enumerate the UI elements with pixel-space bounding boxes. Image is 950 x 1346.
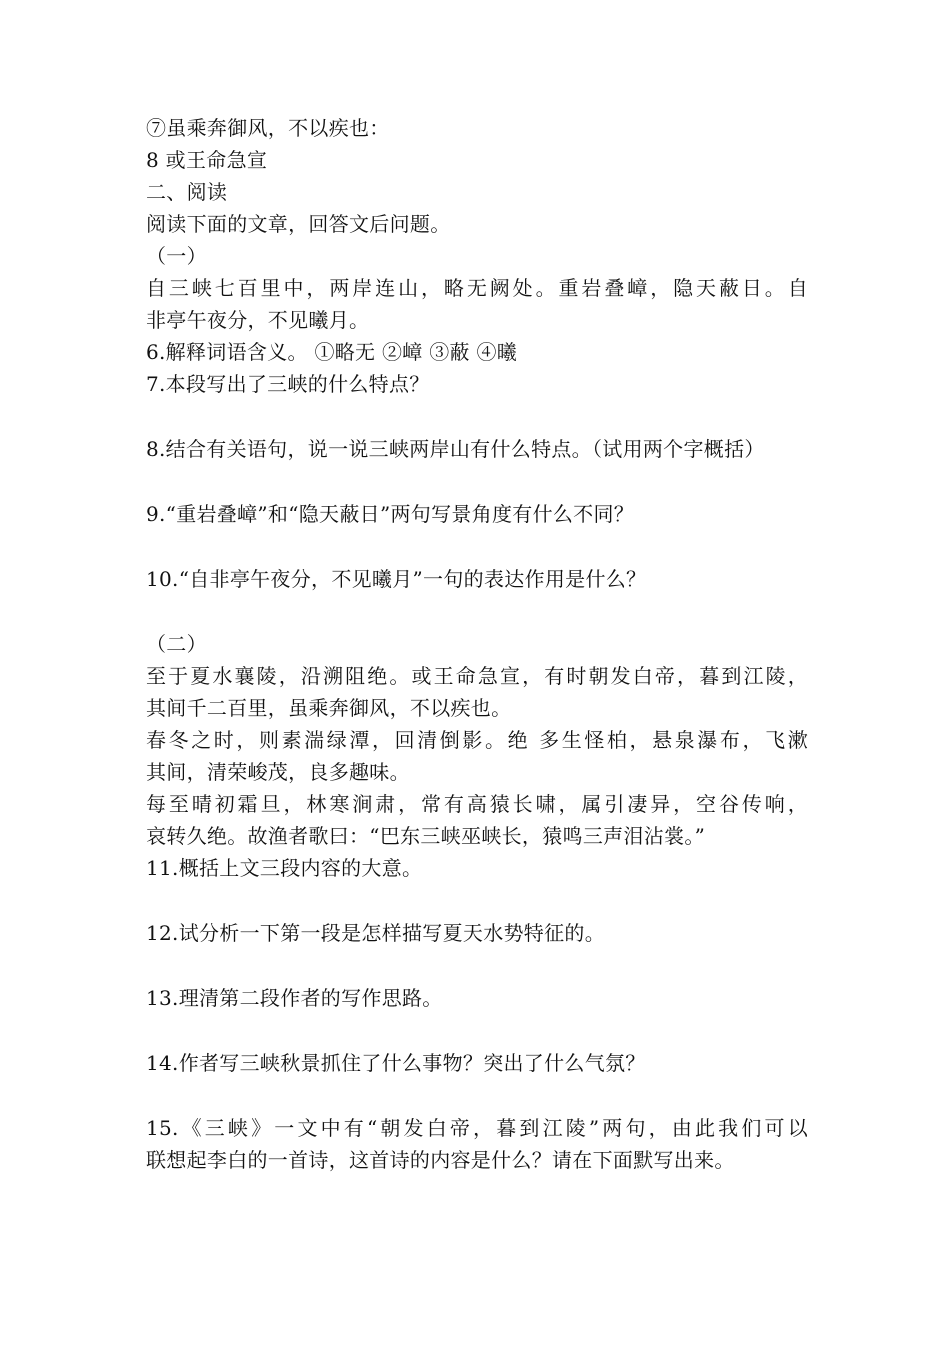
- passage-line: 其间，清荣峻茂，良多趣味。: [146, 760, 410, 784]
- subsection-heading: （二）: [146, 632, 207, 656]
- passage-line: 非亭午夜分，不见曦月。: [146, 308, 370, 332]
- answer-space: [146, 1079, 816, 1112]
- answer-space: [146, 465, 816, 498]
- answer-space: [146, 400, 816, 433]
- passage-line: 自三峡七百里中，两岸连山，略无阙处。重岩叠嶂，隐天蔽日。自: [146, 276, 808, 300]
- answer-space: [146, 530, 816, 563]
- question-14: 14.作者写三峡秋景抓住了什么事物？突出了什么气氛？: [146, 1051, 646, 1075]
- question-15: 15.《三峡》一文中有“朝发白帝，暮到江陵”两句，由此我们可以: [146, 1116, 808, 1140]
- passage-line: 其间千二百里，虽乘奔御风，不以疾也。: [146, 696, 512, 720]
- question-10: 10.“自非亭午夜分，不见曦月”一句的表达作用是什么？: [146, 567, 647, 591]
- section-heading: 二、阅读: [146, 180, 228, 204]
- answer-space: [146, 1014, 816, 1047]
- answer-space: [146, 595, 816, 628]
- answer-space: [146, 884, 816, 917]
- question-13: 13.理清第二段作者的写作思路。: [146, 986, 443, 1010]
- instruction-line: 阅读下面的文章，回答文后问题。: [146, 212, 451, 236]
- question-11: 11.概括上文三段内容的大意。: [146, 856, 423, 880]
- question-9: 9.“重岩叠嶂”和“隐天蔽日”两句写景角度有什么不同？: [146, 502, 635, 526]
- document-page: [146, 112, 816, 1176]
- text-line: ⑦虽乘奔御风，不以疾也：: [146, 116, 390, 140]
- passage-line: 至于夏水襄陵，沿溯阻绝。或王命急宣，有时朝发白帝，暮到江陵，: [146, 664, 808, 688]
- question-15-continued: 联想起李白的一首诗，这首诗的内容是什么？请在下面默写出来。: [146, 1148, 735, 1172]
- subsection-heading: （一）: [146, 244, 207, 268]
- question-6: 6.解释词语含义。 ①略无 ②嶂 ③蔽 ④曦: [146, 340, 518, 364]
- answer-space: [146, 949, 816, 982]
- question-8: 8.结合有关语句，说一说三峡两岸山有什么特点。（试用两个字概括）: [146, 437, 765, 461]
- question-7: 7.本段写出了三峡的什么特点？: [146, 372, 430, 396]
- text-line: 8 或王命急宣: [146, 148, 268, 172]
- passage-line: 每至晴初霜旦，林寒涧肃，常有高猿长啸，属引凄异，空谷传响，: [146, 792, 808, 816]
- question-12: 12.试分析一下第一段是怎样描写夏天水势特征的。: [146, 921, 606, 945]
- passage-line: 春冬之时，则素湍绿潭，回清倒影。绝 多生怪柏，悬泉瀑布，飞漱: [146, 728, 808, 752]
- passage-line: 哀转久绝。故渔者歌曰：“巴东三峡巫峡长，猿鸣三声泪沾裳。”: [146, 824, 706, 848]
